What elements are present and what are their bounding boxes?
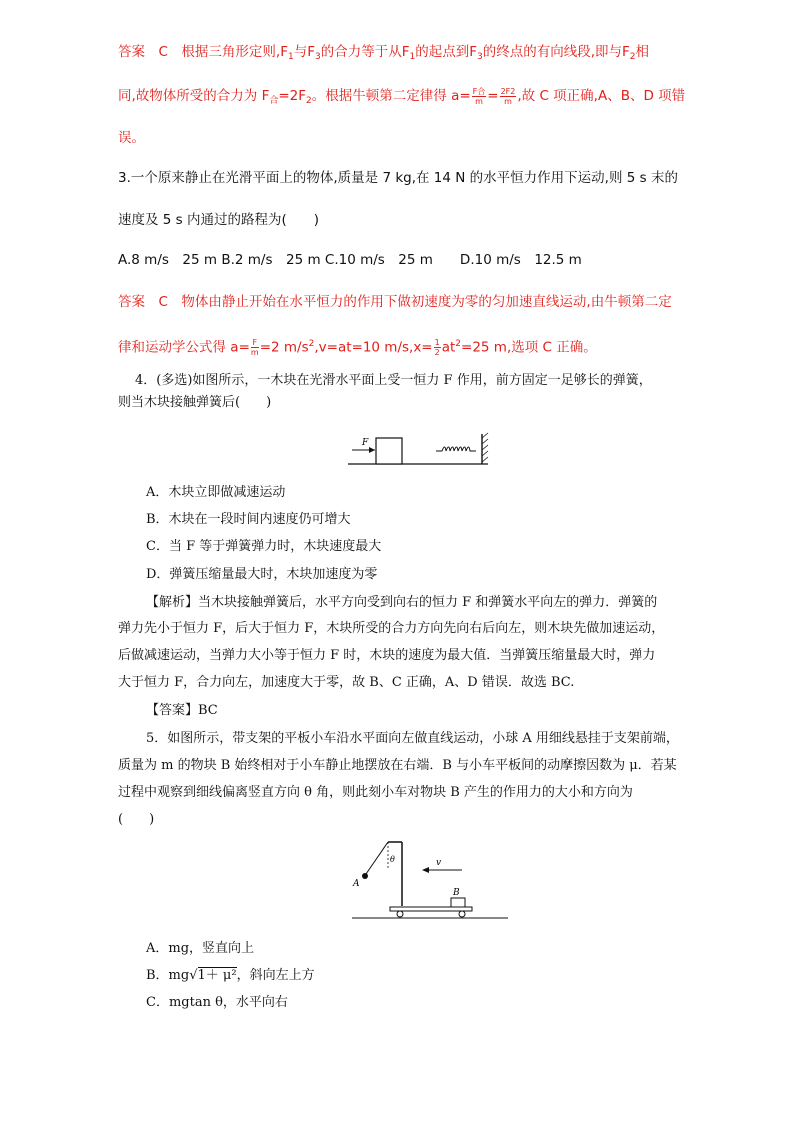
question-4-option-d: D．弹簧压缩量最大时，木块加速度为零 <box>146 567 378 582</box>
numerator: 1 <box>434 338 440 347</box>
question-5-line-4: ( ) <box>118 812 155 827</box>
question-5-option-a: A．mg，竖直向上 <box>146 941 255 956</box>
answer-3-line-2 <box>118 334 688 358</box>
sqrt-sign: √ <box>189 968 198 983</box>
wall-hatch <box>482 439 488 444</box>
question-3-line-2: 速度及 5 s 内通过的路程为( ) <box>118 212 320 228</box>
text: ,故 C 项正确,A、B、D 项错 <box>517 88 686 104</box>
denominator: m <box>504 96 512 106</box>
label-theta: θ <box>390 855 395 864</box>
subscript: 1 <box>287 52 294 62</box>
text: 。根据牛顿第二定律得 a= <box>311 88 471 104</box>
text: 相 <box>635 44 650 60</box>
wall-hatch <box>482 451 488 456</box>
text: at <box>441 339 456 356</box>
text: 同,故物体所受的合力为 F <box>118 88 270 104</box>
spring <box>436 447 476 451</box>
question-5-option-c: C．mgtan θ，水平向右 <box>146 995 288 1010</box>
question-4-option-c: C．当 F 等于弹簧弹力时，木块速度最大 <box>146 539 382 554</box>
denominator: m <box>475 96 483 106</box>
question-4-option-a: A．木块立即做减速运动 <box>146 485 286 500</box>
string <box>366 842 388 874</box>
question-4-analysis-line-4: 大于恒力 F，合力向左，加速度大于零，故 B、C 正确，A、D 错误．故选 BC. <box>118 675 575 690</box>
subscript: 3 <box>314 52 321 62</box>
subscript: 3 <box>476 52 483 62</box>
question-4-answer: 【答案】BC <box>146 703 218 718</box>
text: 与F <box>293 44 315 60</box>
numerator: 2F2 <box>500 86 516 96</box>
wooden-block <box>376 438 402 464</box>
question-4-line-2: 则当木块接触弹簧后( ) <box>118 395 272 410</box>
question-3-options: A.8 m/s 25 m B.2 m/s 25 m C.10 m/s 25 m D.10 m/s 12.5 m <box>118 252 582 268</box>
numerator: F合 <box>472 86 486 96</box>
denominator: m <box>250 348 259 357</box>
answer-2-line-1 <box>118 42 688 67</box>
text: ,v=at=10 m/s,x= <box>314 339 433 356</box>
block-b <box>451 898 465 907</box>
subscript: 2 <box>306 96 312 106</box>
answer-2-line-2 <box>118 86 688 111</box>
label-v: v <box>436 858 442 868</box>
text: =25 m,选项 C 正确。 <box>461 339 597 356</box>
question-4-line-1: 4．(多选)如图所示，一木块在光滑水平面上受一恒力 F 作用，前方固定一足够长的弹簧， <box>135 373 652 388</box>
text: 的起点到F <box>415 44 477 60</box>
fraction <box>434 338 441 357</box>
superscript: 2 <box>455 339 462 349</box>
spring-block-figure <box>348 430 498 472</box>
label-b: B <box>453 888 460 898</box>
answer-3-line-1: 答案 C 物体由静止开始在水平恒力的作用下做初速度为零的匀加速直线运动,由牛顿第二定 <box>118 294 672 310</box>
velocity-arrow-head <box>422 867 429 873</box>
subscript: 合 <box>269 96 279 106</box>
cart-board <box>390 907 472 911</box>
wall-hatch <box>482 457 488 462</box>
superscript: 2 <box>308 339 315 349</box>
text: ，斜向左上方 <box>236 968 315 983</box>
question-4-option-b: B．木块在一段时间内速度仍可增大 <box>146 512 351 527</box>
denominator: 2 <box>434 348 440 357</box>
text: B．mg <box>146 968 190 983</box>
radicand: 1＋ μ² <box>197 968 237 983</box>
fraction <box>472 87 487 106</box>
wheel <box>459 911 465 917</box>
numerator: F <box>252 338 258 347</box>
text: =2 m/s <box>259 339 309 356</box>
question-5-option-b <box>146 966 716 986</box>
cart-figure <box>350 838 510 928</box>
text: = <box>487 88 499 104</box>
fraction <box>251 338 259 357</box>
wall-hatch <box>482 433 488 438</box>
question-5-line-3: 过程中观察到细线偏离竖直方向 θ 角，则此刻小车对物块 B 产生的作用力的大小和方向为 <box>118 785 633 800</box>
label-a: A <box>353 879 360 889</box>
question-3-line-1: 3.一个原来静止在光滑平面上的物体,质量是 7 kg,在 14 N 的水平恒力作用下运动,则 5 s 末的 <box>118 170 678 186</box>
text: 答案 C 根据三角形定则,F <box>118 44 288 60</box>
text: 的合力等于从F <box>320 44 410 60</box>
subscript: 2 <box>629 52 636 62</box>
question-4-analysis-line-3: 后做减速运动，当弹力大小等于恒力 F 时，木块的速度为最大值．当弹簧压缩量最大时，弹力 <box>118 648 656 663</box>
wall-hatch <box>482 445 488 450</box>
wheel <box>397 911 403 917</box>
subscript: 1 <box>409 52 416 62</box>
force-label: F <box>362 438 369 448</box>
text: =2F <box>278 88 307 104</box>
text: 律和运动学公式得 a= <box>118 339 250 356</box>
text: 的终点的有向线段,即与F <box>482 44 630 60</box>
question-5-line-2: 质量为 m 的物块 B 始终相对于小车静止地摆放在右端．B 与小车平板间的动摩擦因数为 μ．若某 <box>118 758 677 773</box>
force-arrow-head <box>369 447 375 453</box>
ball-a <box>362 873 368 879</box>
question-5-line-1: 5．如图所示，带支架的平板小车沿水平面向左做直线运动，小球 A 用细线悬挂于支架前端， <box>146 731 679 746</box>
answer-2-line-3: 误。 <box>118 130 145 146</box>
question-4-analysis-line-2: 弹力先小于恒力 F，后大于恒力 F，木块所受的合力方向先向右后向左，则木块先做加速运动， <box>118 621 665 636</box>
fraction <box>500 87 517 106</box>
question-4-analysis-line-1: 【解析】当木块接触弹簧后，水平方向受到向右的恒力 F 和弹簧水平向左的弹力．弹簧的 <box>146 595 658 610</box>
